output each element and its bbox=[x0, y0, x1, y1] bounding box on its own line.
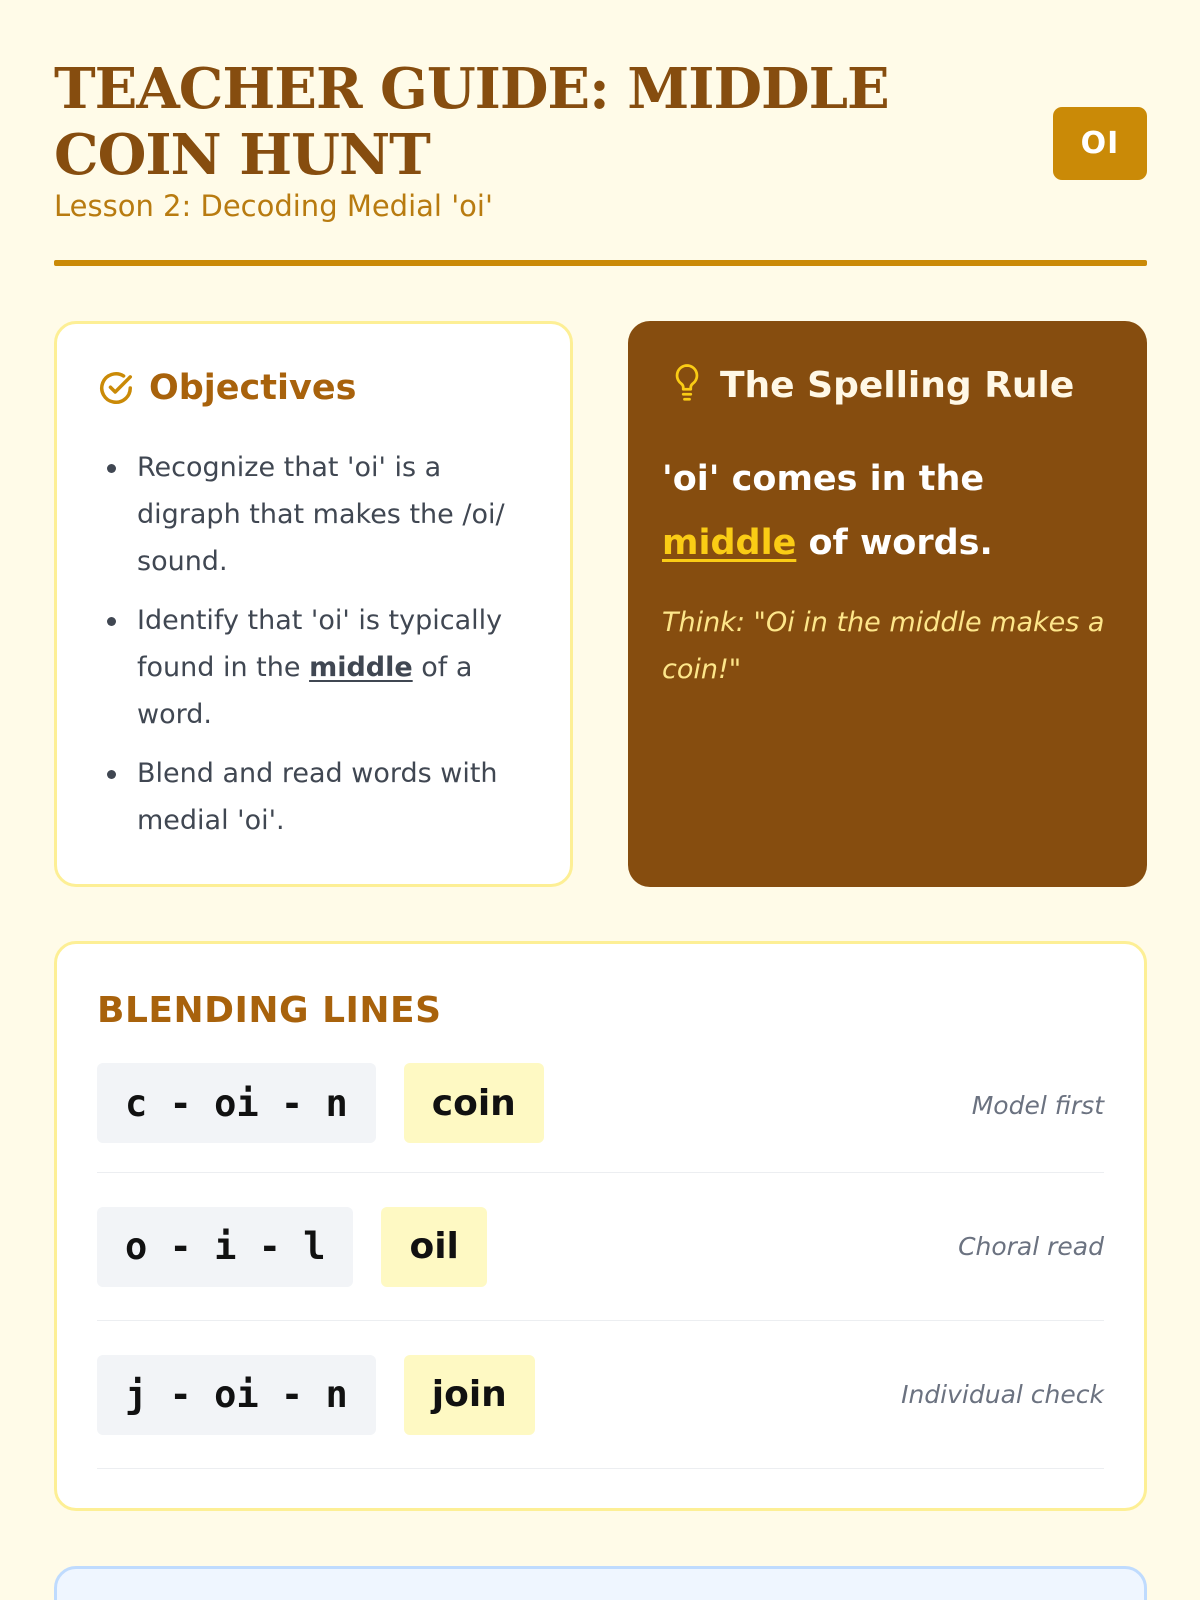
objectives-header bbox=[97, 368, 530, 408]
header-divider bbox=[54, 260, 1147, 266]
objective-item: Recognize that 'oi' is a digraph that makes the /oi/ sound. bbox=[137, 444, 530, 585]
page-header bbox=[54, 56, 1147, 268]
spelling-rule-card bbox=[628, 321, 1147, 887]
rule-mnemonic: Think: "Oi in the middle makes a coin!" bbox=[662, 607, 1105, 685]
segmented-word: c - oi - n bbox=[97, 1063, 376, 1143]
blended-word: oil bbox=[381, 1207, 486, 1287]
objective-emphasis: middle bbox=[309, 652, 413, 683]
blending-row bbox=[97, 1063, 1104, 1173]
lesson-badge: OI bbox=[1053, 107, 1147, 180]
page-subtitle: Lesson 2: Decoding Medial 'oi' bbox=[54, 189, 493, 223]
rule-statement: 'oi' comes in the middle of words. bbox=[662, 459, 993, 563]
objectives-list bbox=[97, 444, 530, 844]
objectives-card bbox=[54, 321, 573, 887]
blending-title: BLENDING LINES bbox=[97, 990, 442, 1031]
instruction-note: Model first bbox=[971, 1091, 1104, 1120]
rule-title: The Spelling Rule bbox=[720, 364, 1075, 406]
rule-highlight: middle bbox=[662, 523, 797, 563]
blended-word: coin bbox=[404, 1063, 544, 1143]
instruction-note: Individual check bbox=[901, 1380, 1104, 1409]
objective-item: Blend and read words with medial 'oi'. bbox=[137, 750, 530, 844]
blending-rows bbox=[97, 1063, 1104, 1469]
rule-header bbox=[668, 363, 1105, 407]
blending-row bbox=[97, 1173, 1104, 1321]
objectives-title: Objectives bbox=[149, 368, 357, 408]
objective-item: Identify that 'oi' is typically found in the middle of a word. bbox=[137, 597, 530, 738]
instruction-note: Choral read bbox=[958, 1232, 1104, 1261]
blending-row bbox=[97, 1321, 1104, 1469]
check-circle-icon bbox=[97, 369, 135, 407]
lightbulb-icon bbox=[672, 363, 702, 407]
segmented-word: o - i - l bbox=[97, 1207, 353, 1287]
blending-card bbox=[54, 941, 1147, 1511]
page-title: TEACHER GUIDE: MIDDLE COIN HUNT bbox=[54, 56, 889, 188]
next-section-card bbox=[54, 1566, 1147, 1600]
blended-word: join bbox=[404, 1355, 535, 1435]
segmented-word: j - oi - n bbox=[97, 1355, 376, 1435]
